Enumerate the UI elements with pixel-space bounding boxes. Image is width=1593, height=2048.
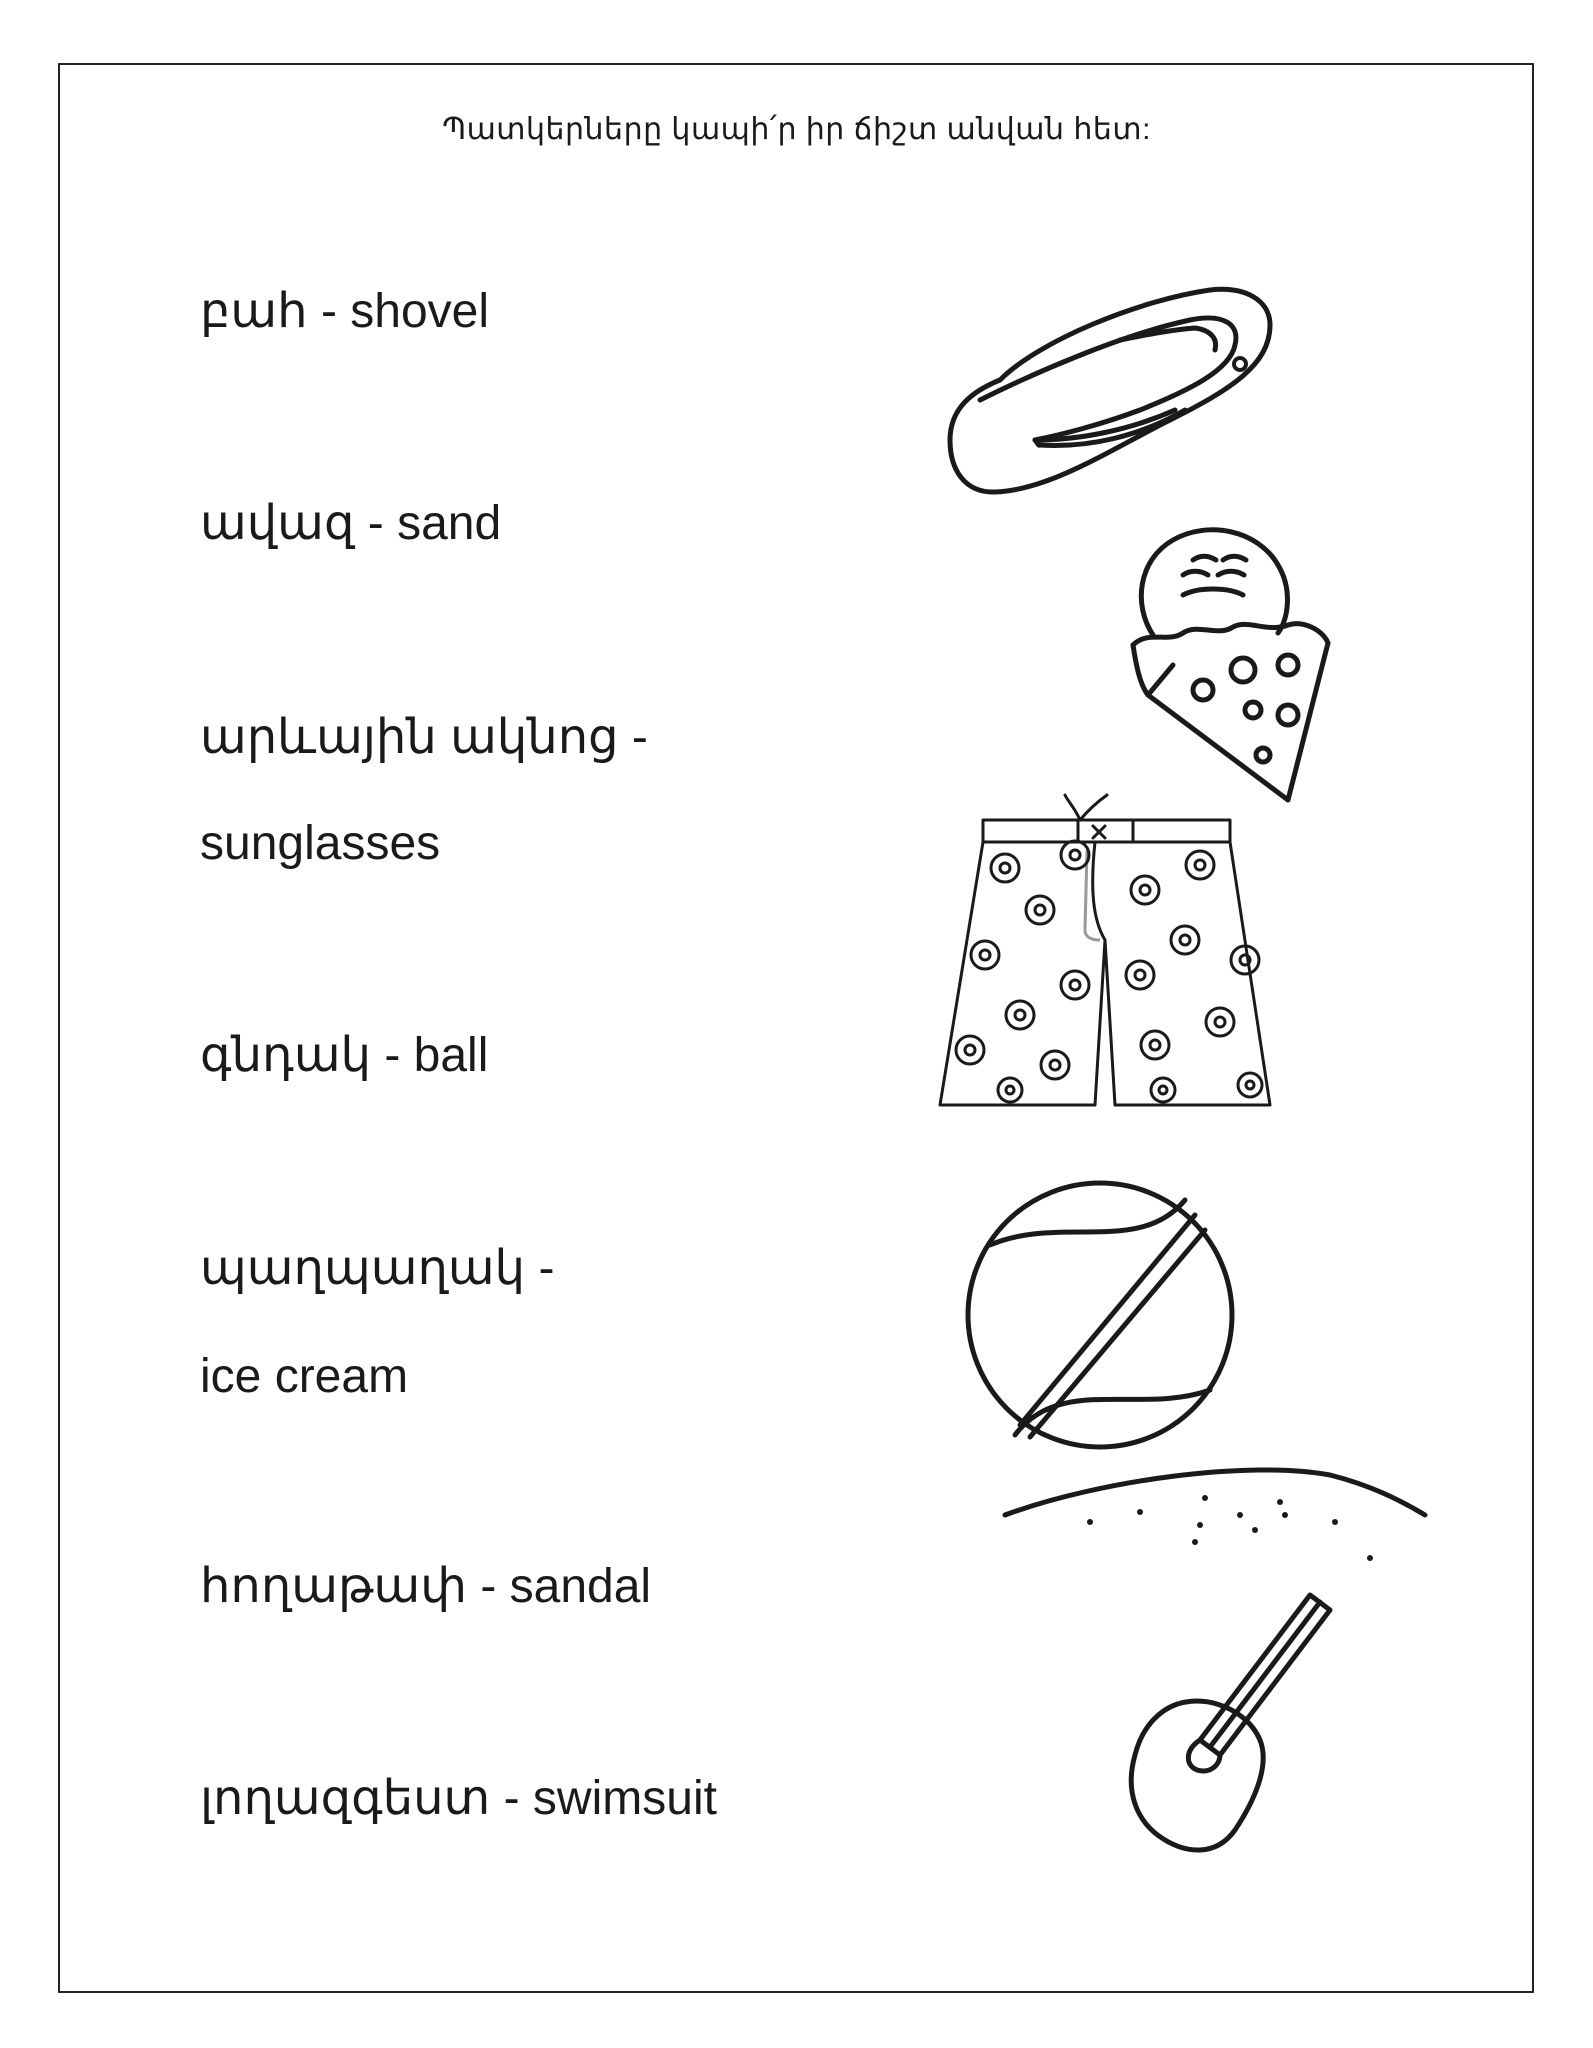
word-ball: գնդակ - ball — [200, 1029, 489, 1082]
word-swimsuit: լողազգեստ - swimsuit — [200, 1772, 717, 1825]
word-sand: ավազ - sand — [200, 497, 502, 550]
instruction-text: Պատկերները կապի՛ր իր ճիշտ անվան հետ: — [442, 113, 1151, 146]
flip-flop-icon — [940, 280, 1280, 500]
word-sandal: հողաթափ - sandal — [200, 1560, 652, 1613]
swim-shorts-icon — [935, 790, 1280, 1110]
word-ice-cream-line1: պաղպաղակ - — [200, 1242, 555, 1295]
word-sunglasses-line1: արևային ակնոց - — [200, 711, 648, 764]
ice-cream-cone-icon — [1128, 525, 1338, 810]
sand-mound-icon — [1000, 1460, 1430, 1580]
word-shovel: բահ - shovel — [200, 285, 490, 338]
shovel-icon — [1125, 1590, 1345, 1860]
beach-ball-icon — [960, 1175, 1240, 1455]
word-ice-cream-line2: ice cream — [200, 1350, 409, 1403]
word-sunglasses-line2: sunglasses — [200, 817, 441, 870]
